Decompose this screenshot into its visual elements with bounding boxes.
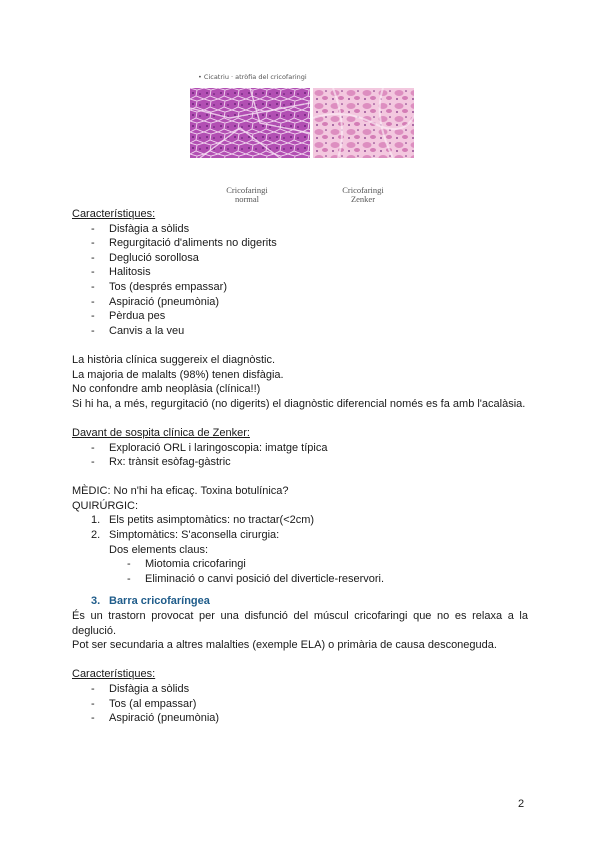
characteristics-heading: Característiques: bbox=[72, 668, 156, 681]
document-body bbox=[72, 207, 528, 726]
figure-caption: • Cicatriu · atròfia del cricofaringi bbox=[198, 73, 307, 81]
medical-treatment: MÈDIC: No n'hi ha eficaç. Toxina botulínica? bbox=[72, 485, 289, 498]
characteristics-heading: Característiques: bbox=[72, 208, 156, 220]
section-heading-barra-cricofaringea: 3. Barra cricofaríngea bbox=[91, 595, 210, 608]
list-item: - Deglució sorollosa bbox=[91, 251, 528, 266]
paragraph-line: Si hi ha, a més, regurgitació (no digerits) el diagnòstic diferencial només es fa amb l'acalàsia. bbox=[72, 397, 526, 410]
list-item: - Halitosis bbox=[91, 265, 528, 280]
normal-image-label: Cricofaringi normal bbox=[226, 185, 268, 204]
list-item: 1. Els petits asimptomàtics: no tractar(<2cm) bbox=[91, 514, 315, 527]
list-item: - Pèrdua pes bbox=[91, 309, 528, 324]
list-item: - Miotomia cricofaringi bbox=[127, 557, 528, 572]
list-item: - Disfàgia a sòlids bbox=[91, 682, 528, 697]
list-item: - Disfàgia a sòlids bbox=[91, 222, 528, 237]
surgical-treatment-list bbox=[72, 513, 528, 542]
zenker-image-label: Cricofaringi Zenker bbox=[342, 185, 384, 204]
list-item: - Eliminació o canvi posició del diverticle-reservori. bbox=[127, 572, 528, 587]
list-item: - Rx: trànsit esòfag-gàstric bbox=[91, 455, 528, 470]
paragraph-line: No confondre amb neoplàsia (clínica!!) bbox=[72, 383, 261, 396]
paragraph-line: La majoria de malalts (98%) tenen disfàgia. bbox=[72, 368, 284, 381]
key-elements-heading: Dos elements claus: bbox=[109, 543, 209, 556]
list-item: 2. Simptomàtics: S'aconsella cirurgia: bbox=[91, 529, 280, 542]
zenker-cricopharyngeus-image bbox=[313, 88, 414, 158]
list-item: - Aspiració (pneumònia) bbox=[91, 711, 528, 726]
paragraph-line: La història clínica suggereix el diagnòstic. bbox=[72, 353, 276, 366]
list-item: - Canvis a la veu bbox=[91, 324, 528, 339]
list-item: - Regurgitació d'aliments no digerits bbox=[91, 236, 528, 251]
list-item: - Tos (després empassar) bbox=[91, 280, 528, 295]
page-number: 2 bbox=[518, 798, 525, 810]
histology-figure bbox=[190, 68, 415, 210]
diagnosis-list bbox=[72, 441, 528, 470]
characteristics-list bbox=[72, 222, 528, 339]
paragraph: Pot ser secundaria a altres malalties (exemple ELA) o primària de causa desconeguda. bbox=[72, 639, 497, 652]
normal-cricopharyngeus-image bbox=[190, 88, 310, 158]
paragraph: És un trastorn provocat per una disfunció del múscul cricofaringi que no es relaxa a la deglució. bbox=[72, 610, 528, 637]
list-item: - Tos (al empassar) bbox=[91, 697, 528, 712]
characteristics-list bbox=[72, 682, 528, 726]
key-elements-list bbox=[72, 557, 528, 586]
surgical-treatment-heading: QUIRÚRGIC: bbox=[72, 499, 138, 512]
list-item: - Aspiració (pneumònia) bbox=[91, 295, 528, 310]
list-item: - Exploració ORL i laringoscopia: imatge típica bbox=[91, 441, 528, 456]
zenker-suspicion-heading: Davant de sospita clínica de Zenker: bbox=[72, 426, 250, 439]
